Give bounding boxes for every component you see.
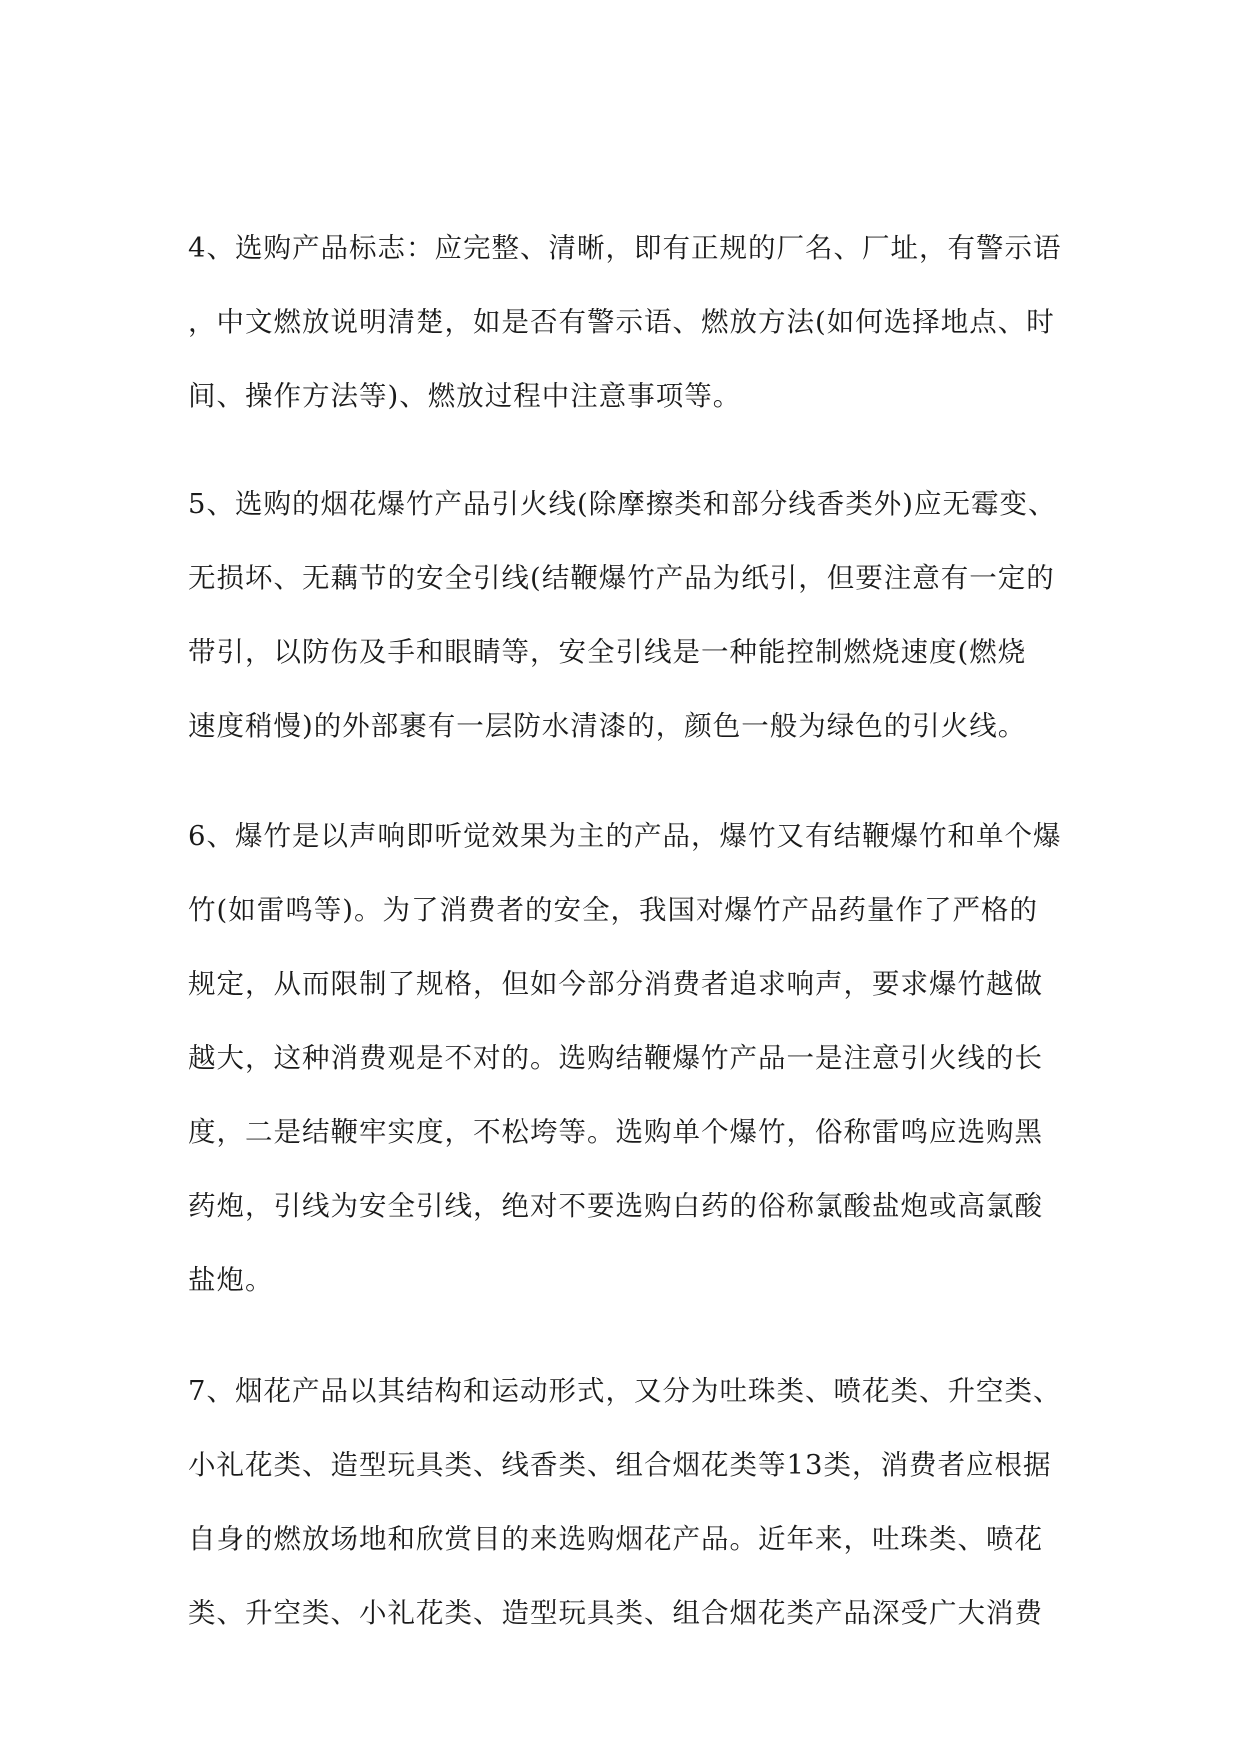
paragraph-4 (188, 211, 1088, 433)
text-line: 药炮，引线为安全引线，绝对不要选购白药的俗称氯酸盐炮或高氯酸 (188, 1190, 1043, 1222)
text-line: 越大，这种消费观是不对的。选购结鞭爆竹产品一是注意引火线的长 (188, 1042, 1043, 1074)
text-line: 盐炮。 (188, 1264, 274, 1296)
text-line: 7、烟花产品以其结构和运动形式，又分为吐珠类、喷花类、升空类、 (188, 1375, 1062, 1407)
text-line: 竹(如雷鸣等)。为了消费者的安全，我国对爆竹产品药量作了严格的 (188, 894, 1038, 926)
text-line: 自身的燃放场地和欣赏目的来选购烟花产品。近年来，吐珠类、喷花 (188, 1523, 1043, 1555)
text-line: 规定，从而限制了规格，但如今部分消费者追求响声，要求爆竹越做 (188, 968, 1043, 1000)
text-line: ，中文燃放说明清楚，如是否有警示语、燃放方法(如何选择地点、时 (188, 306, 1055, 338)
paragraph-7 (188, 1354, 1088, 1650)
text-line: 6、爆竹是以声响即听觉效果为主的产品，爆竹又有结鞭爆竹和单个爆 (188, 820, 1062, 852)
text-line: 5、选购的烟花爆竹产品引火线(除摩擦类和部分线香类外)应无霉变、 (188, 488, 1057, 520)
paragraph-5 (188, 467, 1088, 763)
text-line: 带引，以防伤及手和眼睛等，安全引线是一种能控制燃烧速度(燃烧 (188, 636, 1027, 668)
text-line: 小礼花类、造型玩具类、线香类、组合烟花类等13类，消费者应根据 (188, 1449, 1052, 1481)
paragraph-6 (188, 799, 1088, 1317)
text-line: 类、升空类、小礼花类、造型玩具类、组合烟花类产品深受广大消费 (188, 1597, 1043, 1629)
text-line: 4、选购产品标志：应完整、清晰，即有正规的厂名、厂址，有警示语 (188, 232, 1062, 264)
text-line: 速度稍慢)的外部裹有一层防水清漆的，颜色一般为绿色的引火线。 (188, 710, 1027, 742)
text-line: 度，二是结鞭牢实度，不松垮等。选购单个爆竹，俗称雷鸣应选购黑 (188, 1116, 1043, 1148)
text-line: 间、操作方法等)、燃放过程中注意事项等。 (188, 380, 742, 412)
text-line: 无损坏、无藕节的安全引线(结鞭爆竹产品为纸引，但要注意有一定的 (188, 562, 1055, 594)
